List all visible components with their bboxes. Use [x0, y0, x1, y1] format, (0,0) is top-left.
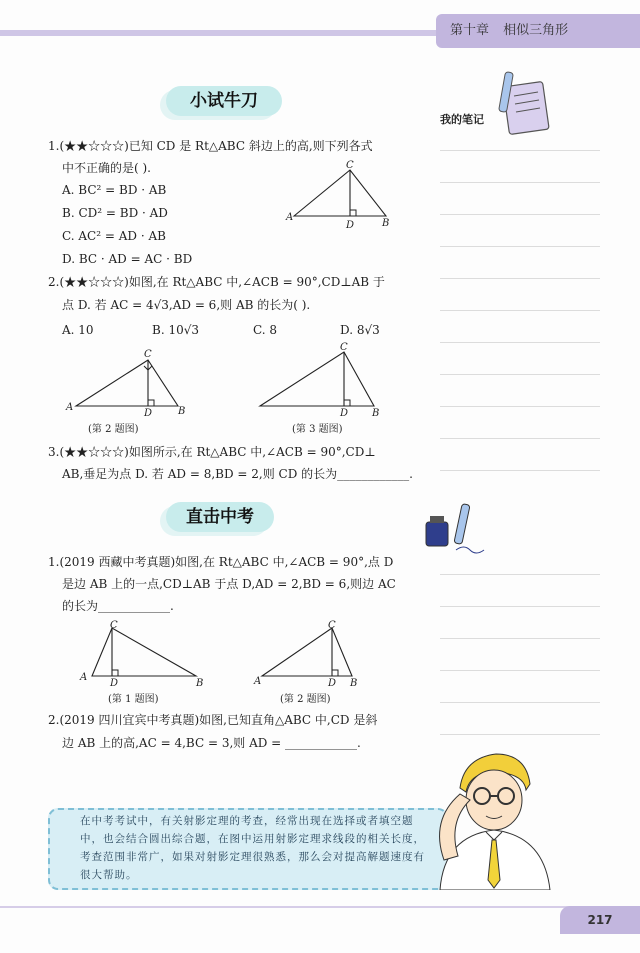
fig2-triangle	[62, 346, 192, 416]
e2-line2: 边 AB 上的高,AC = 4,BC = 3,则 AD = ____________.	[62, 736, 361, 750]
label-d: D	[328, 678, 337, 688]
label-d: D	[110, 678, 119, 688]
label-d: D	[340, 408, 349, 416]
label-b: B	[350, 678, 358, 688]
notes-line	[440, 606, 600, 607]
label-b: B	[178, 406, 186, 416]
label-c: C	[346, 160, 354, 171]
tip-text: 在中考考试中，有关射影定理的考查，经常出现在选择或者填空题中，也会结合圆出综合题，在图中运用射影定理求线段的相关长度，考查范围非常广，如果对射影定理很熟悉，那么会对提高解题速度有很大帮助。	[80, 815, 425, 881]
notes-line	[440, 182, 600, 183]
q1-option-d: D. BC · AD = AC · BD	[62, 252, 193, 266]
notes-line	[440, 638, 600, 639]
notes-line	[440, 374, 600, 375]
notes-label: 我的笔记	[440, 113, 484, 126]
q3-stem-line2: AB,垂足为点 D. 若 AD = 8,BD = 2,则 CD 的长为____________.	[62, 467, 413, 481]
label-b: B	[382, 218, 390, 229]
q2-option-a: A. 10	[62, 323, 94, 337]
notes-line	[440, 278, 600, 279]
q1-triangle-figure	[282, 158, 394, 234]
fig3-caption: (第 3 题图)	[292, 424, 343, 435]
q3-stem-line1: 3.(★★☆☆☆)如图所示,在 Rt△ABC 中,∠ACB = 90°,CD⊥	[48, 445, 376, 459]
label-a: A	[66, 402, 74, 413]
label-b: B	[372, 408, 380, 416]
teacher-illustration	[420, 740, 560, 890]
exam-fig2-triangle	[252, 618, 364, 688]
e1-line1: 1.(2019 西藏中考真题)如图,在 Rt△ABC 中,∠ACB = 90°,点 D	[48, 555, 394, 569]
notes-line	[440, 734, 600, 735]
label-d: D	[144, 408, 153, 416]
e2-line1: 2.(2019 四川宜宾中考真题)如图,已知直角△ABC 中,CD 是斜	[48, 713, 378, 727]
label-b: B	[196, 678, 204, 688]
section-title-exam: 直击中考	[166, 502, 274, 532]
label-c: C	[328, 620, 336, 631]
chapter-tab	[436, 14, 640, 48]
label-a: A	[80, 672, 88, 683]
notes-line	[440, 574, 600, 575]
section-title-practice: 小试牛刀	[166, 86, 282, 116]
q1-option-b: B. CD² = BD · AD	[62, 206, 168, 220]
chapter-title: 相似三角形	[503, 23, 569, 38]
notes-line	[440, 670, 600, 671]
notes-line	[440, 342, 600, 343]
label-a: A	[254, 676, 262, 687]
notes-line	[440, 702, 600, 703]
footer-line	[0, 906, 640, 908]
notes-line	[440, 310, 600, 311]
q2-option-c: C. 8	[253, 323, 278, 337]
exam-fig1-triangle	[76, 618, 206, 688]
fig2-caption: (第 2 题图)	[88, 424, 139, 435]
label-c: C	[340, 342, 348, 353]
q1-option-c: C. AC² = AD · AB	[62, 229, 166, 243]
label-c: C	[110, 620, 118, 631]
chapter-number: 第十章	[450, 23, 490, 38]
exam-fig1-caption: (第 1 题图)	[108, 694, 159, 705]
ink-pen-icon	[420, 500, 490, 560]
e1-line2: 是边 AB 上的一点,CD⊥AB 于点 D,AD = 2,BD = 6,则边 AC	[62, 577, 396, 591]
q2-option-d: D. 8√3	[340, 323, 380, 337]
q1-stem-line1: 1.(★★☆☆☆)已知 CD 是 Rt△ABC 斜边上的高,则下列各式	[48, 139, 373, 153]
notes-line	[440, 150, 600, 151]
notepad-icon	[488, 70, 560, 142]
q1-stem-line2: 中不正确的是( ).	[62, 161, 151, 175]
notes-line	[440, 470, 600, 471]
label-d: D	[346, 220, 355, 231]
label-a: A	[286, 212, 294, 223]
q2-stem-line2: 点 D. 若 AC = 4√3,AD = 6,则 AB 的长为( ).	[62, 298, 311, 312]
q2-stem-line1: 2.(★★☆☆☆)如图,在 Rt△ABC 中,∠ACB = 90°,CD⊥AB 于	[48, 275, 385, 289]
q2-option-b: B. 10√3	[152, 323, 199, 337]
e1-line3: 的长为____________.	[62, 599, 174, 613]
notes-line	[440, 406, 600, 407]
fig3-triangle	[250, 340, 384, 416]
q1-option-a: A. BC² = BD · AB	[62, 183, 167, 197]
label-c: C	[144, 349, 152, 360]
notes-line	[440, 438, 600, 439]
notes-line	[440, 246, 600, 247]
exam-fig2-caption: (第 2 题图)	[280, 694, 331, 705]
notes-line	[440, 214, 600, 215]
page-number: 217	[560, 906, 640, 934]
